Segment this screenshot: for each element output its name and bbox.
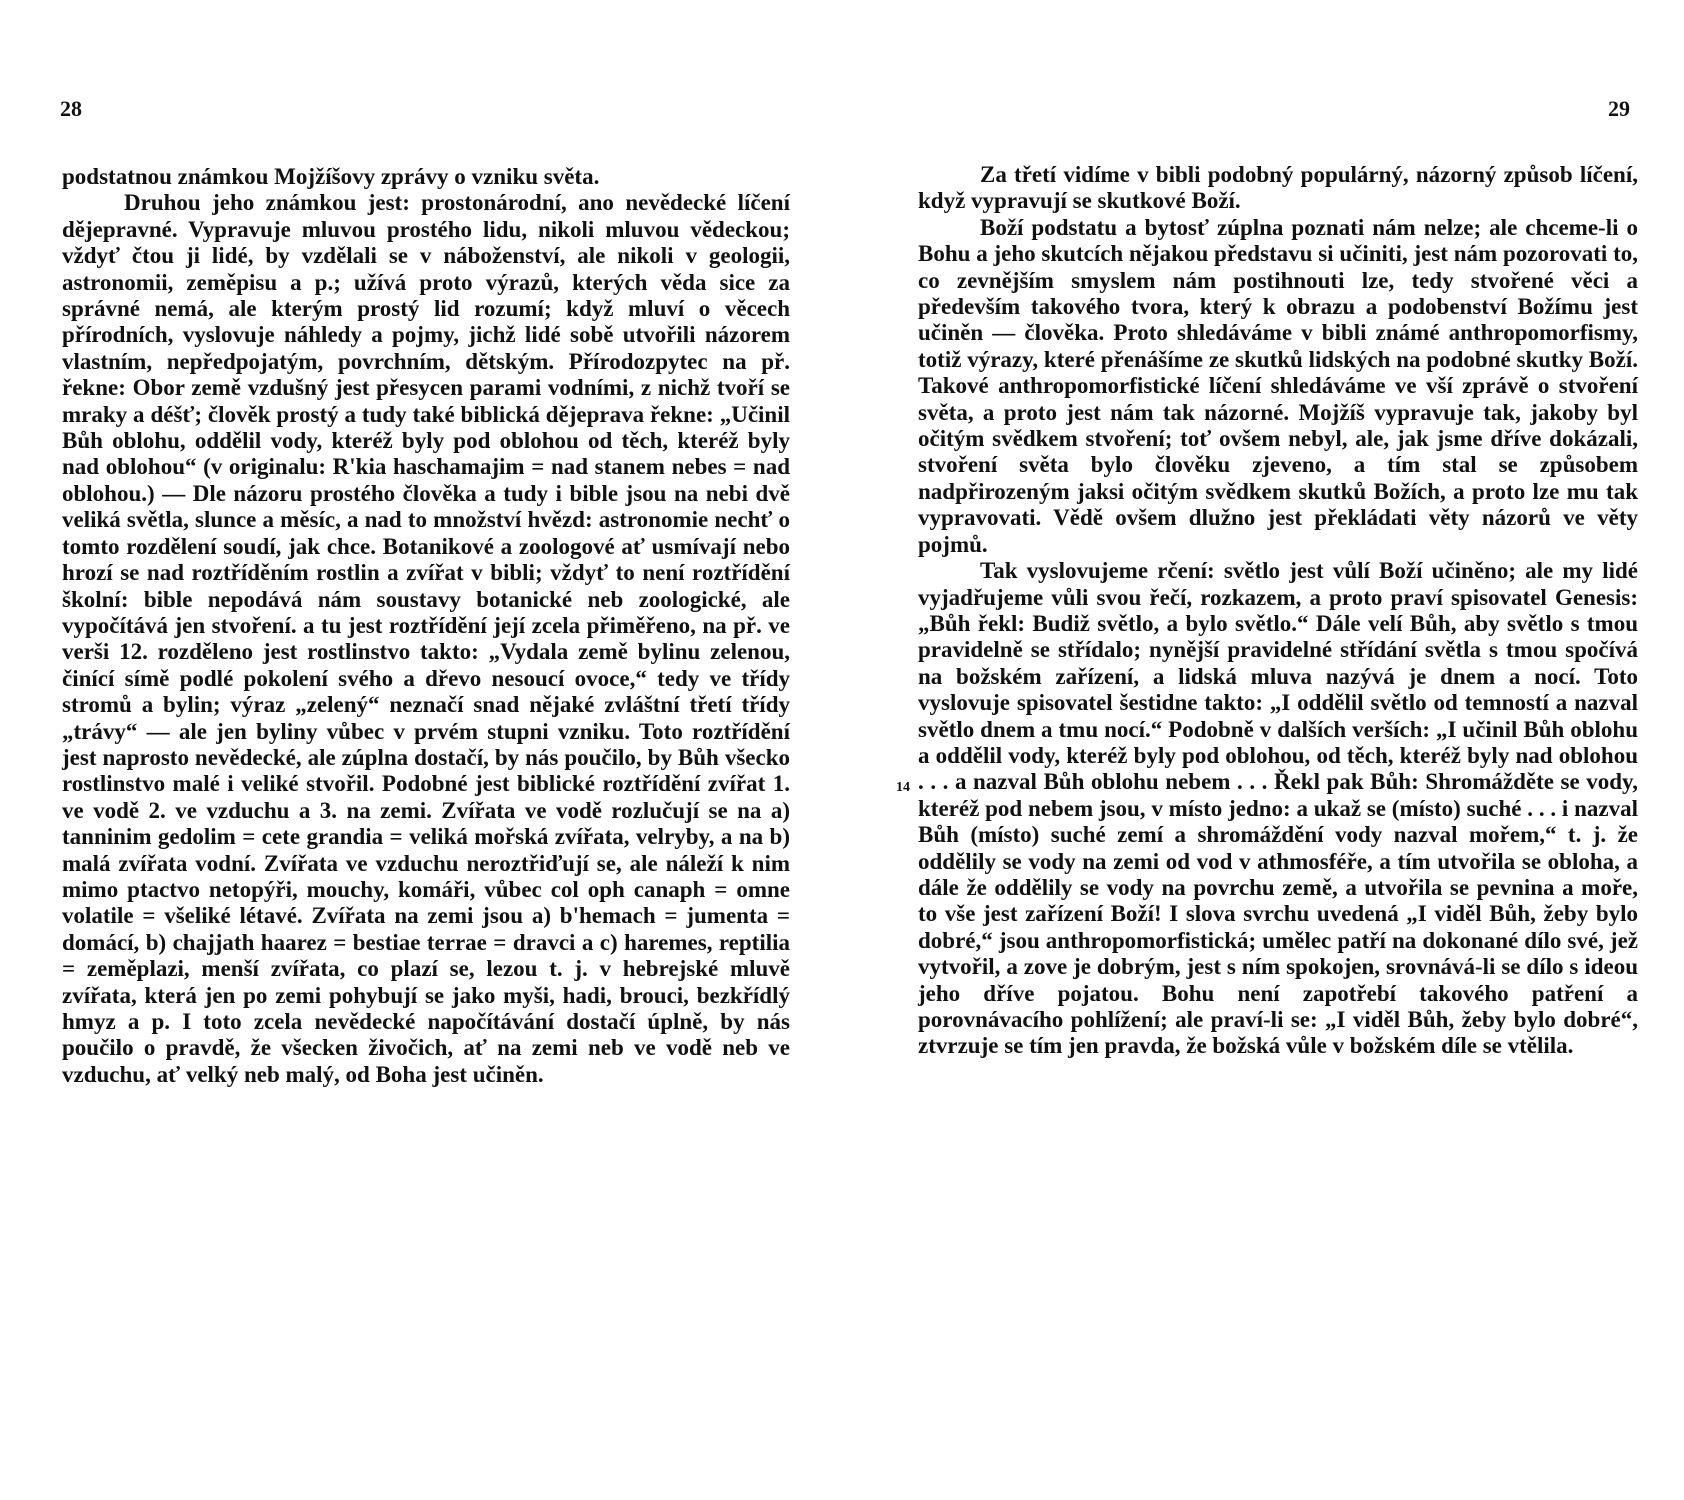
paragraph: Tak vyslovujeme rčení: světlo jest vůlí Boží učiněno; ale my lidé vyjadřujeme vůli svou řečí, rozkazem, a proto praví spisovatel Genesis: „Bůh řekl: Budiž světlo, a bylo světlo.“ Dále velí Bůh, aby světlo s tmou pravidelně se střídalo; nynější pravidelné střídání světla s tmou spočívá na božském zařízení, a lidská mluva nazývá je dnem a nocí. Toto vyslovuje spisovatel šestidne takto: „I oddělil světlo od temností a nazval světlo dnem a tmu nocí.“ Podobně v dalších verších: „I učinil Bůh oblohu a oddělil vody, kteréž byly pod oblohou, od těch, kteréž byly nad oblohou . . . a nazval Bůh oblohu nebem . . . Řekl pak Bůh: Shromážděte se vody, kteréž pod nebem jsou, v místo jedno: a ukaž se (místo) suché . . . i nazval Bůh (místo) suché zemí a shromáždění vody nazval mořem,“ t. j. že oddělily se vody na zemi od vod v athmosféře, a tím utvořila se obloha, a dále že oddělily se vody na povrchu země, a utvořila se pevnina a moře, to vše jest zařízení Boží! I slova svrchu uvedená „I viděl Bůh, žeby bylo dobré,“ jsou anthropomorfistická; umělec patří na dokonané dílo své, jež vytvořil, a zove je dobrým, jest s ním spokojen, srovnává-li se dílo s ideou jeho dříve pojatou. Bohu není zapotřebí takového patření a porovnávacího pohlížení; ale praví-li se: „I viděl Bůh, žeby bylo dobré“, ztvrzuje se tím jen pravda, že božská vůle v božském díle se vtělila.	[918, 558, 1638, 1059]
page-number-left: 28	[60, 96, 82, 121]
left-page-text	[62, 164, 790, 1088]
paragraph: Za třetí vidíme v bibli podobný populárný, názorný způsob líčení, když vypravují se skutkové Boží.	[918, 162, 1638, 214]
margin-mark: 14	[896, 780, 910, 795]
right-page-text	[918, 162, 1638, 1060]
page-number-right: 29	[1608, 96, 1630, 121]
paragraph: Boží podstatu a bytosť zúplna poznati nám nelze; ale chceme-li o Bohu a jeho skutcích nějakou představu si učiniti, jest nám pozorovati to, co zevnějším smyslem nám postihnouti lze, tedy stvořené věci a především takového tvora, který k obrazu a podobenství Božímu jest učiněn — člověka. Proto shledáváme v bibli známé anthropomorfismy, totiž výrazy, které přenášíme ze skutků lidských na podobné skutky Boží. Takové anthropomorfistické líčení shledáváme ve vší zprávě o stvoření světa, a proto jest nám tak názorné. Mojžíš vypravuje tak, jakoby byl očitým svědkem stvoření; toť ovšem nebyl, ale, jak jsme dříve dokázali, stvoření světa bylo člověku zjeveno, a tím stal se způsobem nadpřirozeným jaksi očitým svědkem skutků Božích, a proto lze mu tak vypravovati. Vědě ovšem dlužno jest překládati věty názorů ve věty pojmů.	[918, 214, 1638, 557]
paragraph: podstatnou známkou Mojžíšovy zprávy o vzniku světa.	[62, 164, 600, 189]
paragraph: Druhou jeho známkou jest: prostonárodní, ano nevědecké líčení dějepravné. Vypravuje mluvou prostého lidu, nikoli mluvou vědeckou; vždyť čtou ji lidé, by vzdělali se v náboženství, ale nikoli v geologii, astronomii, zeměpisu a p.; užívá proto výrazů, kterých věda sice za správné nemá, ale kterým prostý lid rozumí; když mluví o věcech přírodních, vyslovuje náhledy a pojmy, jichž lidé sobě utvořili názorem vlastním, nepředpojatým, povrchním, dětským. Přírodozpytec na př. řekne: Obor země vzdušný jest přesycen parami vodními, z nichž tvoří se mraky a déšť; člověk prostý a tudy také biblická dějeprava řekne: „Učinil Bůh oblohu, oddělil vody, kteréž byly pod oblohou od těch, kteréž byly nad oblohou“ (v originalu: R'kia haschamajim = nad stanem nebes = nad oblohou.) — Dle názoru prostého člověka a tudy i bible jsou na nebi dvě veliká světla, slunce a měsíc, a nad to množství hvězd: astronomie nechť o tomto rozdělení soudí, jak chce. Botanikové a zoologové ať usmívají nebo hrozí se nad roztříděním rostlin a zvířat v bibli; vždyť to není roztřídění školní: bible nepodává nám soustavy botanické neb zoologické, ale vypočítává jen stvoření. a tu jest roztřídění její zcela přiměřeno, na př. ve verši 12. rozděleno jest rostlinstvo takto: „Vydala země bylinu zelenou, činící símě podlé pokolení svého a dřevo nesoucí ovoce,“ tedy ve třídy stromů a bylin; výraz „zelený“ neznačí snad nějaké zvláštní třetí třídy „trávy“ — ale jen byliny vůbec v prvém stupni vzniku. Toto roztřídění jest naprosto nevědecké, ale zúplna dostačí, by nás poučilo, by Bůh všecko rostlinstvo malé i veliké stvořil. Podobné jest biblické roztřídění zvířat 1. ve vodě 2. ve vzduchu a 3. na zemi. Zvířata ve vodě rozlučují se na a) tanninim gedolim = cete grandia = veliká mořská zvířata, velryby, a na b) malá zvířata vodní. Zvířata ve vzduchu neroztřiďují se, ale náleží k nim mimo ptactvo netopýři, mouchy, komáři, vůbec col oph canaph = omne volatile = všeliké létavé. Zvířata na zemi jsou a) b'hemach = jumenta = domácí, b) chajjath haarez = bestiae terrae = dravci a c) haremes, reptilia = zeměplazi, menší zvířata, co plazí se, lezou t. j. v hebrejské mluvě zvířata, která jen po zemi pohybují se jako myši, hadi, brouci, bezkřídlý hmyz a p. I toto zcela nevědecké napočítávání dostačí úplně, by nás poučilo o pravdě, že všecken živočich, ať na zemi neb ve vodě neb ve vzduchu, ať velký neb malý, od Boha jest učiněn.	[62, 190, 790, 1087]
